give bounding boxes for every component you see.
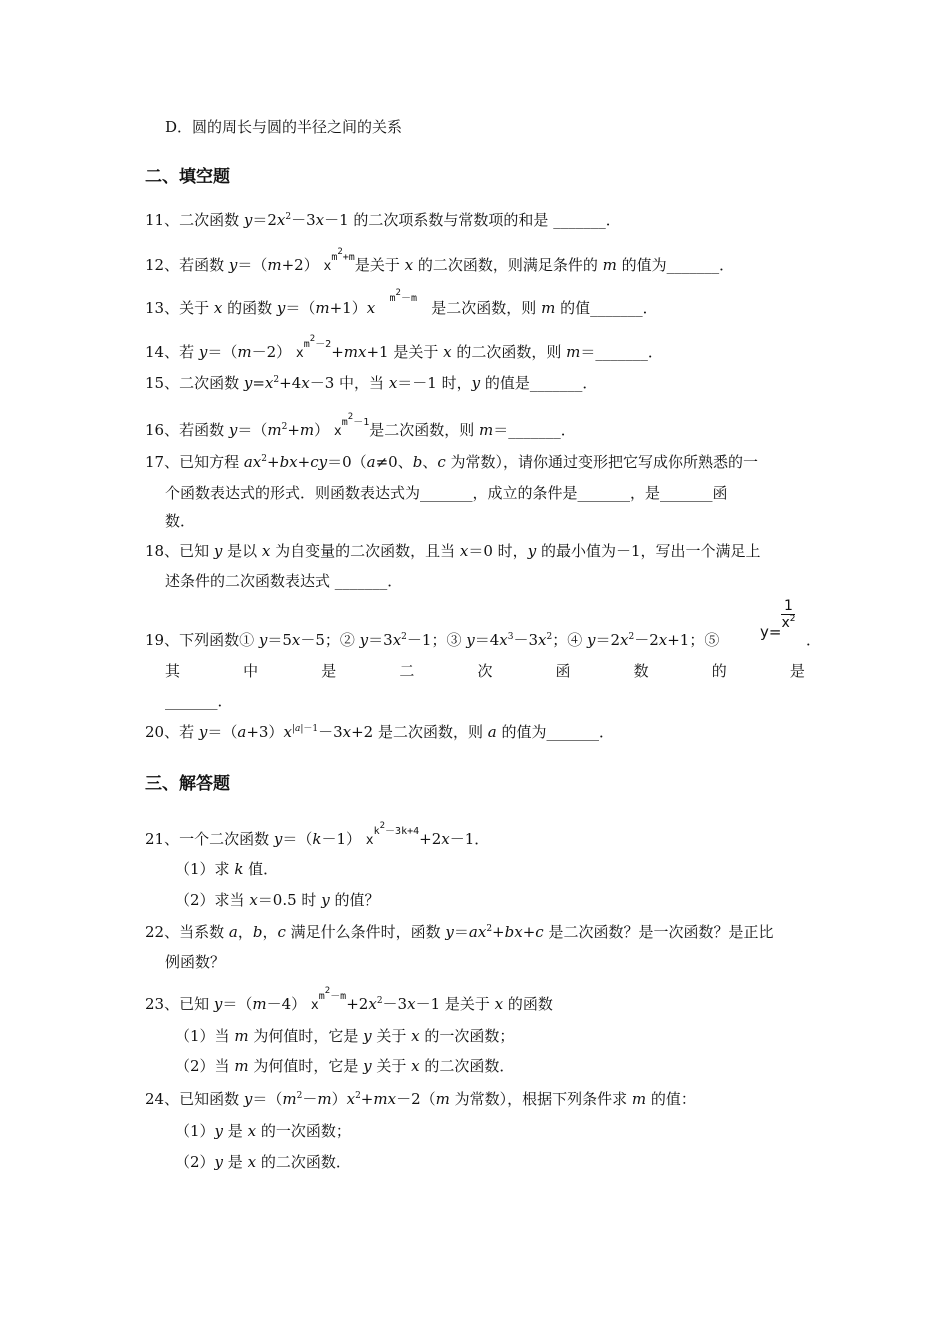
- question-19-line1: 19、下列函数① y＝5x－5；② $y=3x^2-1$；③ $y=4x^3-3x^2$；④ $y=2x^2-2x+1$；⑤: [145, 631, 720, 649]
- question-22-line1: 22、当系数 a，b，c 满足什么条件时，函数 $y=ax^2+bx+c$ 是二次函数？是一次函数？是正比: [145, 923, 774, 941]
- question-24-part2: （2）y 是 x 的二次函数．: [175, 1153, 351, 1171]
- question-19-line3: _______．: [165, 692, 233, 710]
- option-d: D．圆的周长与圆的半径之间的关系: [165, 118, 403, 136]
- question-12: 12、若函数 y＝（m+2） $x^{m^2+m}$是关于 x 的二次函数，则满足条件的 m 的值为_______．: [145, 247, 735, 274]
- question-20: 20、若 $y=(a+3)x^{|a|-1}-3x+2$ 是二次函数，则 a 的值为_______．: [145, 723, 615, 741]
- question-19-period: ．: [806, 631, 822, 649]
- question-23-part2: （2）当 m 为何值时，它是 y 关于 x 的二次函数．: [175, 1057, 515, 1075]
- question-17-line1: 17、已知方程 $ax^2+bx+cy=0(a\ne 0$、b、c 为常数），请你通过变形把它写成你所熟悉的一: [145, 453, 759, 471]
- question-24: 24、已知函数 $y=(m^2-m)x^2+mx-2(m$ 为常数），根据下列条件求 m 的值：: [145, 1090, 696, 1108]
- question-16: 16、若函数 $y=(m^2+m)$ $x^{m^2-1}$是二次函数，则 m＝_______．: [145, 412, 576, 439]
- question-21-part1: （1）求 k 值．: [175, 860, 279, 878]
- question-23-part1: （1）当 m 为何值时，它是 y 关于 x 的一次函数；: [175, 1027, 515, 1045]
- question-23: 23、已知 y＝（m－4） $x^{m^2-m}+2x^2-3x-1$ 是关于 x 的函数: [145, 986, 553, 1013]
- question-21: 21、一个二次函数 y＝（k－1） $x^{k^2-3k+4}+2x-1$．: [145, 821, 490, 848]
- section-title-answer: 三、解答题: [145, 774, 230, 794]
- question-11: 11、二次函数 $y=2x^2-3x-1$ 的二次项系数与常数项的和是 _______．: [145, 211, 621, 229]
- question-14: 14、若 y＝（m－2） $x^{m^2-2}+mx+1$ 是关于 x 的二次函数，则 m＝_______．: [145, 334, 663, 361]
- question-19-fraction: y= $\frac{1}{x^2}$: [760, 598, 796, 641]
- question-13: 13、关于 x 的函数 y＝（m+1）x $^{m^2-m}$ 是二次函数，则 m 的值_______．: [145, 288, 658, 317]
- question-17-line2: 个函数表达式的形式．则函数表达式为_______，成立的条件是_______，是_______函: [165, 484, 728, 502]
- section-title-fill-in: 二、填空题: [145, 167, 230, 187]
- question-24-part1: （1）y 是 x 的一次函数；: [175, 1122, 351, 1140]
- question-18-line1: 18、已知 y 是以 x 为自变量的二次函数，且当 x＝0 时，y 的最小值为－1，写出一个满足上: [145, 542, 761, 560]
- question-19-line2: 其 中 是 二 次 函 数 的 是: [165, 662, 805, 680]
- question-17-line3: 数．: [165, 512, 196, 530]
- question-21-part2: （2）求当 x＝0.5 时 y 的值？: [175, 891, 380, 909]
- question-22-line2: 例函数？: [165, 953, 226, 971]
- question-15: 15、二次函数 $y=x^2+4x-3$ 中，当 x＝－1 时，y 的值是_______．: [145, 374, 598, 392]
- question-18-line2: 述条件的二次函数表达式 _______．: [165, 572, 403, 590]
